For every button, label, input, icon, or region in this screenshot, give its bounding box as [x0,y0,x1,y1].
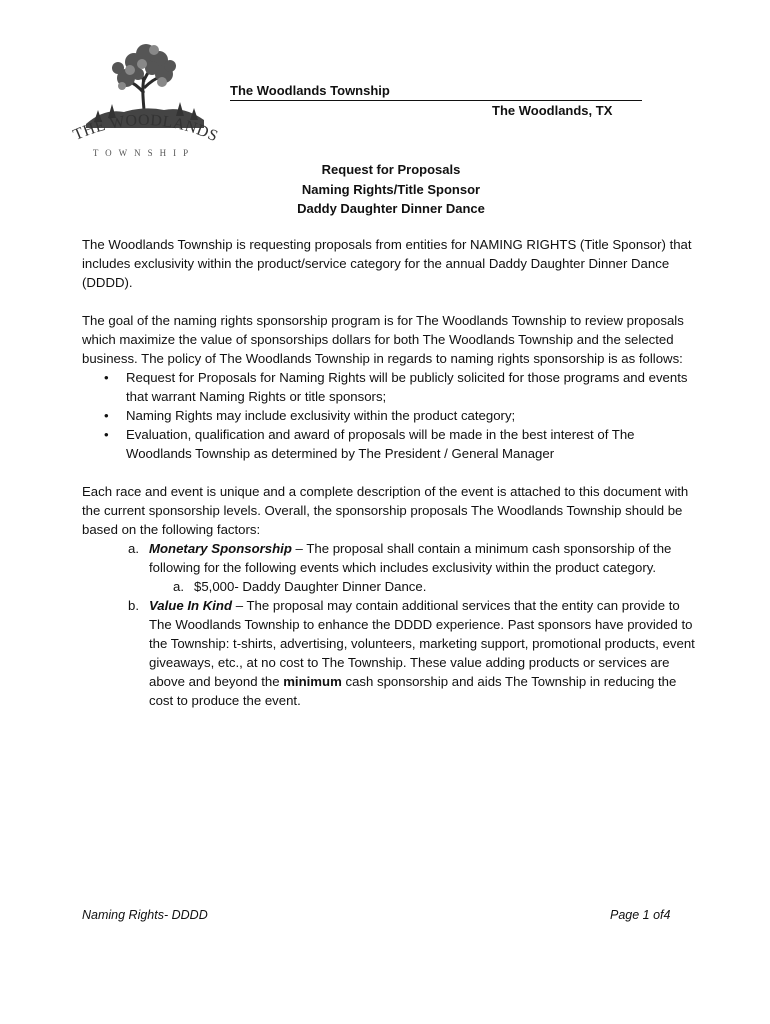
intro-paragraph: The Woodlands Township is requesting proposals from entities for NAMING RIGHTS (Title Sponsor) that includes exclusivity within the product/service category for the annual Daddy Daughter Dinner Dance (DDDD). [82,237,692,290]
document-title [230,160,552,219]
organization-location: The Woodlands, TX [492,103,613,118]
list-marker: a. [128,541,139,556]
organization-name: The Woodlands Township [230,83,642,101]
bullet-icon: • [104,370,109,385]
list-item-monetary: a. Monetary Sponsorship – The proposal shall contain a minimum cash sponsorship of the following for the following events which includes exclusivity within the product category. a. $5,000- Daddy Daughter Dinner Dance. [82,539,702,596]
document-body [82,235,702,710]
title-line-1: Request for Proposals [321,162,461,177]
township-logo [64,38,224,160]
bullet-icon: • [104,408,109,423]
bullet-icon: • [104,427,109,442]
logo-subline: TOWNSHIP [92,148,196,158]
footer-doc-name: Naming Rights- DDDD [82,908,208,922]
sub-list-item: a. $5,000- Daddy Daughter Dinner Dance. [173,579,427,594]
policy-list [82,368,702,463]
list-item-value-in-kind: b. Value In Kind – The proposal may contain additional services that the entity can provide to The Woodlands Township to enhance the DDDD experience. Past sponsors have provided to the Township: t-shirts, advertising, volunteers, marketing support, promotional products, event giveaways, etc., at no cost to The Township. These value adding products or services are above and beyond the minimum cash sponsorship and aids The Township in reducing the cost to produce the event. [128,598,695,708]
logo-wordmark: THE WOODLANDS [70,111,221,146]
page-number: Page 1 of4 [610,908,671,922]
title-line-3: Daddy Daughter Dinner Dance [297,201,485,216]
list-item: • Evaluation, qualification and award of proposals will be made in the best interest of The Woodlands Township as determined by The President / General Manager [104,427,635,461]
tree-logo-icon [64,38,224,160]
factor-term: Monetary Sponsorship [149,541,292,556]
list-marker: a. [173,579,184,594]
list-item: • Naming Rights may include exclusivity within the product category; [104,408,516,423]
emphasis-minimum: minimum [283,674,342,689]
goal-paragraph: The goal of the naming rights sponsorship program is for The Woodlands Township to review proposals which maximize the value of sponsorships dollars for both The Woodlands Township and the selected business. The policy of The Woodlands Township in regards to naming rights sponsorship is as follows: [82,313,684,366]
list-item: • Request for Proposals for Naming Rights will be publicly solicited for those programs and events that warrant Naming Rights or title sponsors; [104,370,688,404]
factors-paragraph: Each race and event is unique and a complete description of the event is attached to this document with the current sponsorship levels. Overall, the sponsorship proposals The Woodlands Township should be based on the following factors: [82,484,689,537]
factors-list [82,539,702,710]
title-line-2: Naming Rights/Title Sponsor [301,181,481,197]
factor-term: Value In Kind [149,598,233,613]
list-marker: b. [128,598,139,613]
